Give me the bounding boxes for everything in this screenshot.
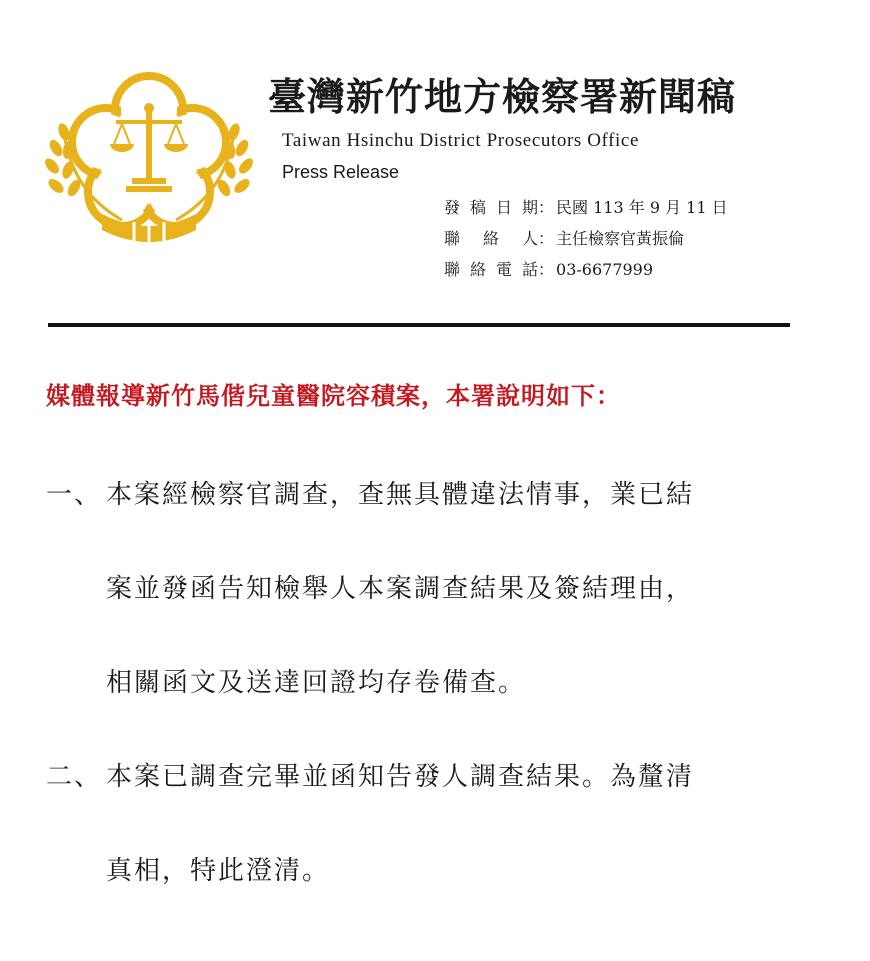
paragraph-text: 本案已調查完畢並函知告發人調查結果。為釐清 (106, 762, 695, 792)
document-title: 臺灣新竹地方檢察署新聞稿 (268, 74, 737, 119)
prosecutors-office-emblem-icon (42, 62, 256, 254)
contact-phone-label: 聯絡電話 (444, 260, 538, 279)
paragraph-2-number: 二、 (46, 762, 103, 792)
paragraph-2-line-2: 真相，特此澄清。 (106, 856, 331, 886)
paragraph-1-line-2: 案並發函告知檢舉人本案調查結果及簽結理由， (106, 574, 695, 604)
paragraph-text: 本案經檢察官調查，查無具體違法情事，業已結 (106, 480, 695, 510)
press-release-label: Press Release (282, 162, 400, 182)
paragraph-2-line-1 (46, 756, 694, 793)
separator: ： (538, 198, 555, 217)
release-date-row (444, 192, 728, 223)
statement-headline: 媒體報導新竹馬偕兒童醫院容積案，本署說明如下： (46, 381, 621, 410)
release-date-value: 民國 113 年 9 月 11 日 (556, 198, 728, 217)
office-name-english: Taiwan Hsinchu District Prosecutors Office (282, 130, 639, 151)
paragraph-1-line-1 (46, 474, 694, 511)
release-metadata (444, 192, 728, 285)
header-divider (48, 323, 790, 327)
contact-phone-row (444, 254, 728, 285)
separator: ： (538, 229, 555, 248)
contact-person-value: 主任檢察官黃振倫 (556, 229, 685, 248)
release-date-label: 發稿日期 (444, 198, 538, 217)
contact-person-row (444, 223, 728, 254)
contact-person-label: 聯絡人 (444, 229, 538, 248)
separator: ： (538, 260, 555, 279)
paragraph-1-number: 一、 (46, 480, 103, 510)
paragraph-1-line-3: 相關函文及送達回證均存卷備查。 (106, 668, 527, 698)
contact-phone-value: 03-6677999 (556, 260, 654, 279)
